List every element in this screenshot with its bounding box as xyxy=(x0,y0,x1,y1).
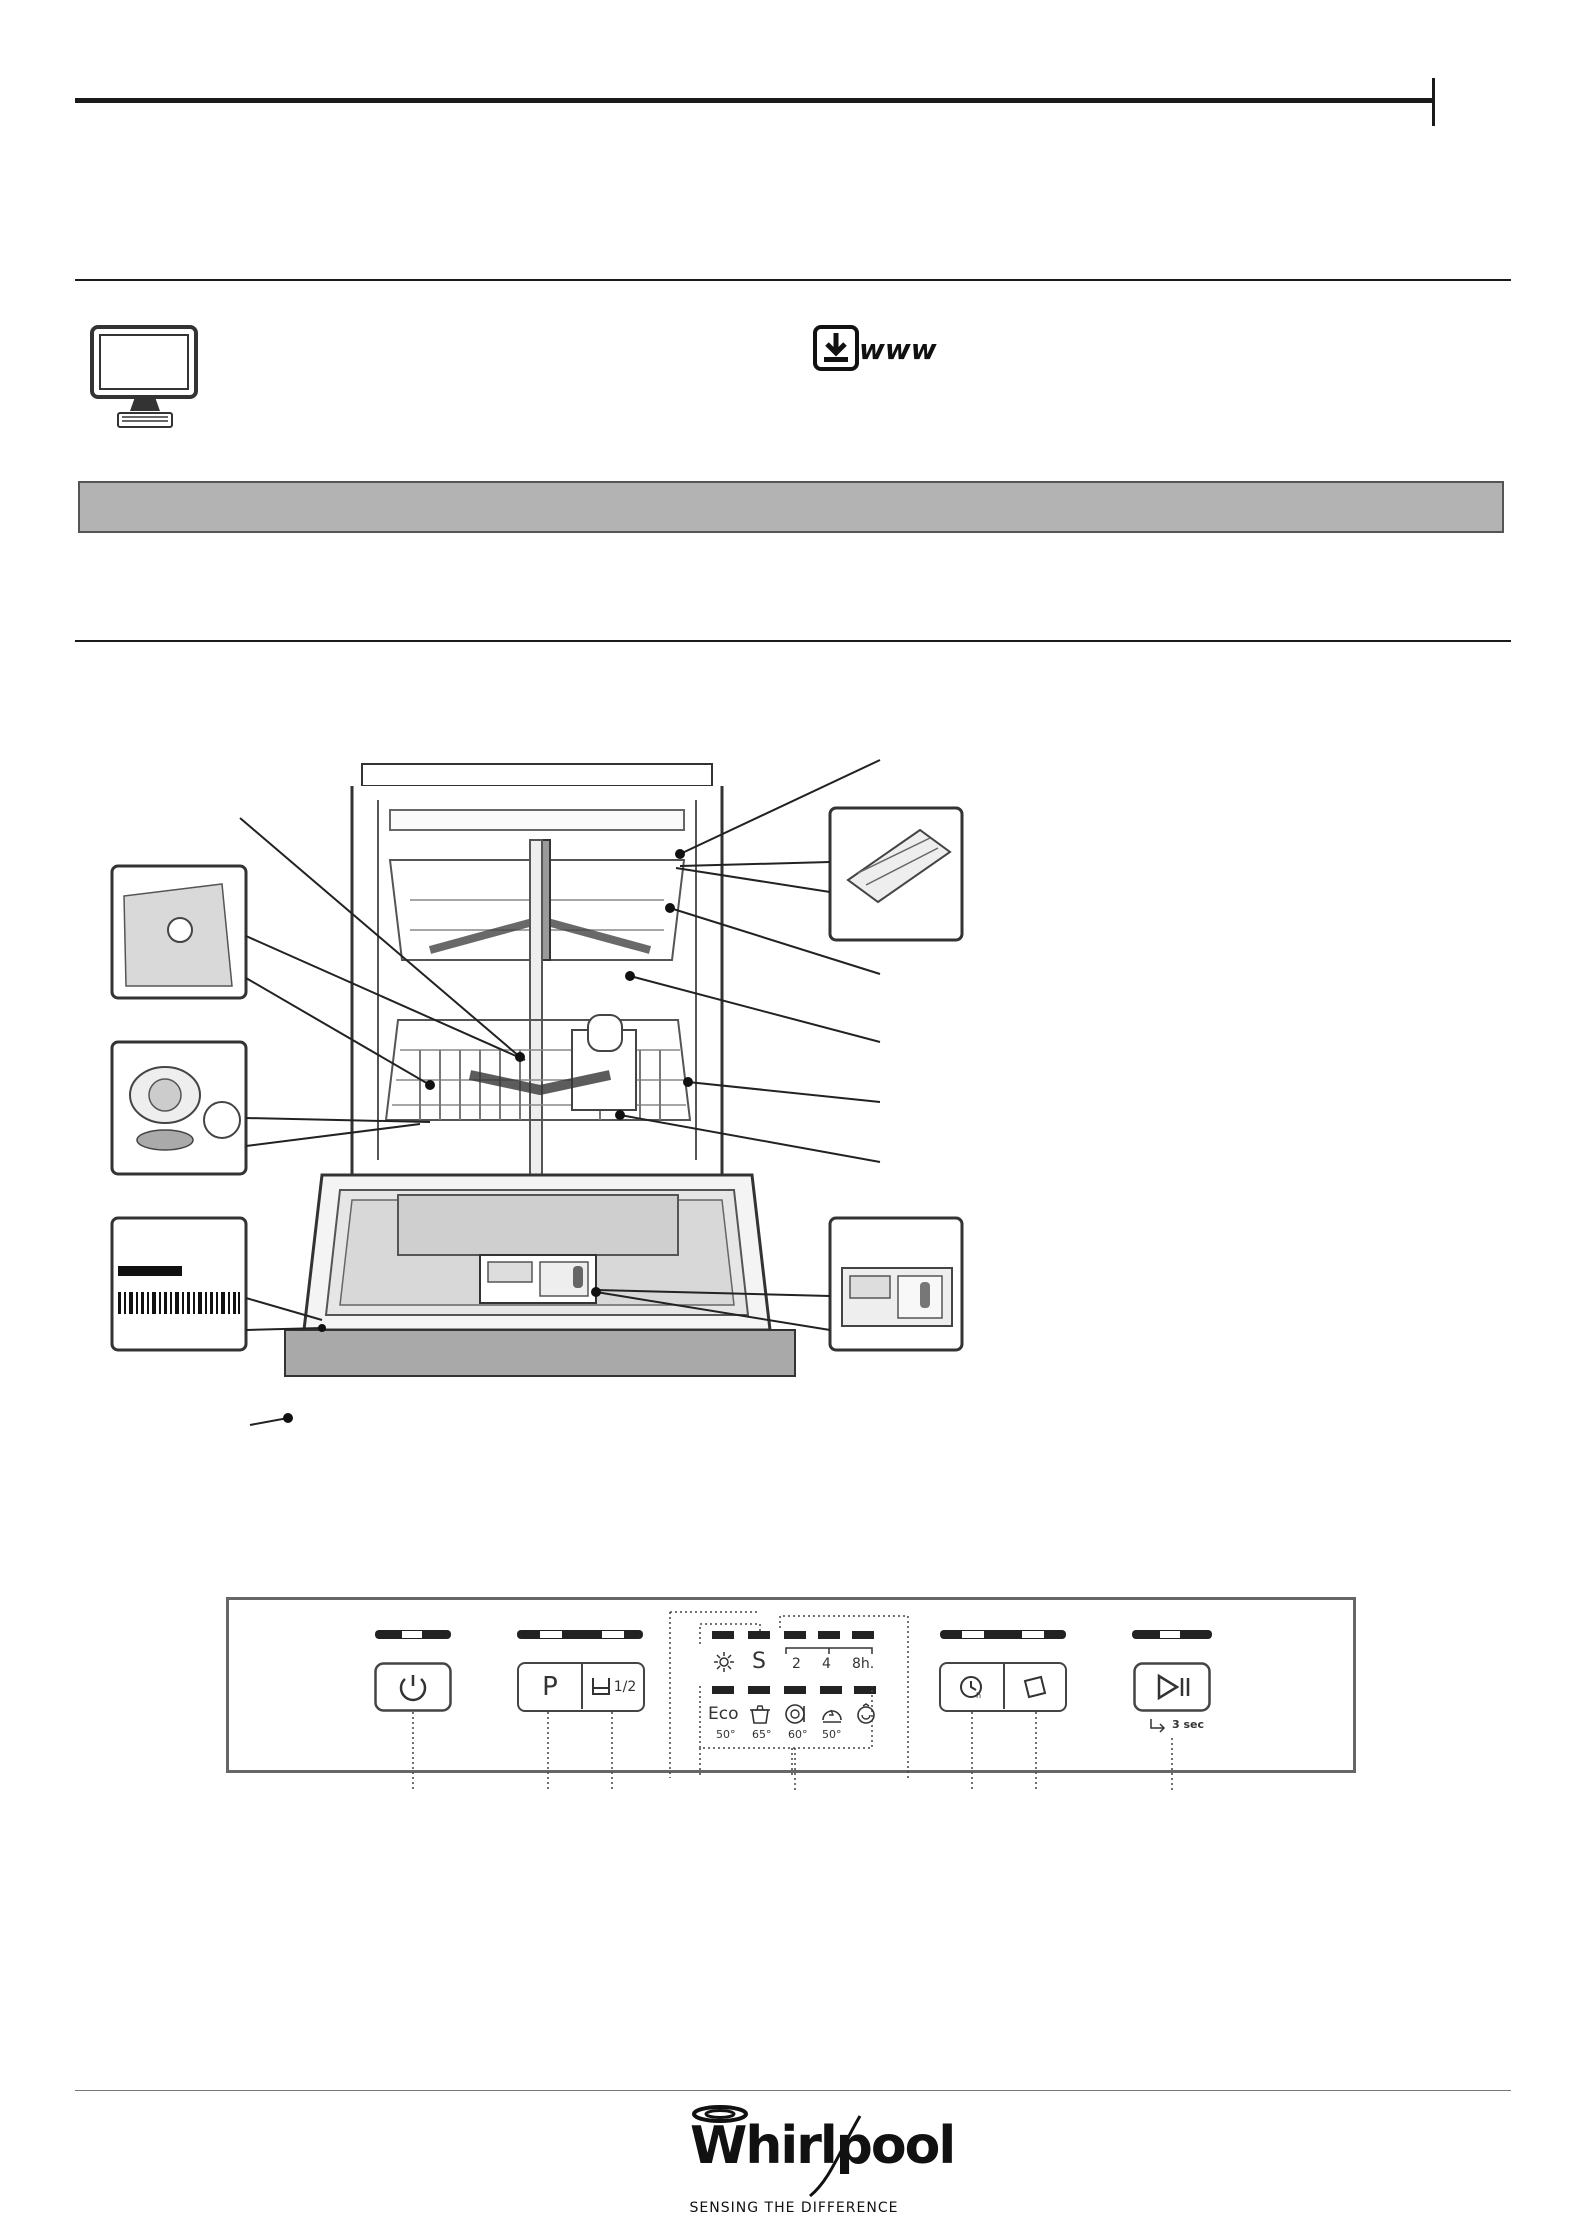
delay-4h: 4 xyxy=(822,1656,831,1672)
header-rule xyxy=(75,98,1433,103)
section-rule-2 xyxy=(75,640,1511,642)
tablet-option-button[interactable] xyxy=(1005,1664,1065,1709)
temp-daily: 60° xyxy=(788,1728,808,1741)
brand-tagline: SENSING THE DIFFERENCE xyxy=(689,2200,899,2216)
brand-logo-text: Whirlpool xyxy=(690,2116,955,2176)
delay-button-group xyxy=(939,1662,1067,1712)
half-load-label: 1/2 xyxy=(613,1678,637,1695)
svg-text:h: h xyxy=(976,1690,982,1700)
delay-clock-icon xyxy=(959,1674,985,1700)
half-load-button[interactable] xyxy=(583,1664,643,1709)
program-p-label: P xyxy=(542,1671,558,1702)
header-end-tick xyxy=(1432,78,1435,126)
salt-label: S xyxy=(752,1649,766,1674)
program-button-group xyxy=(517,1662,645,1712)
delay-button[interactable] xyxy=(941,1664,1003,1709)
dishwasher-illustration xyxy=(0,740,1000,1440)
start-pause-button[interactable] xyxy=(1133,1662,1211,1712)
download-www-icon xyxy=(813,325,937,373)
section-rule-1 xyxy=(75,279,1511,281)
half-load-icon xyxy=(590,1676,612,1698)
monitor-icon xyxy=(90,325,200,430)
temp-quick: 50° xyxy=(822,1728,842,1741)
section-band xyxy=(78,481,1504,533)
tablet-icon xyxy=(1022,1675,1048,1699)
temp-eco: 50° xyxy=(716,1728,736,1741)
control-panel-callouts xyxy=(0,1712,1576,1792)
program-eco-label: Eco xyxy=(708,1704,739,1724)
start-hold-hint: 3 sec xyxy=(1172,1718,1205,1731)
temp-intensive: 65° xyxy=(752,1728,772,1741)
delay-2h: 2 xyxy=(792,1656,801,1672)
delay-8h: 8h. xyxy=(852,1656,875,1672)
footer-rule xyxy=(75,2090,1511,2091)
program-p-button[interactable] xyxy=(519,1664,581,1709)
power-button[interactable] xyxy=(374,1662,452,1712)
svg-text:www: www xyxy=(859,333,937,366)
